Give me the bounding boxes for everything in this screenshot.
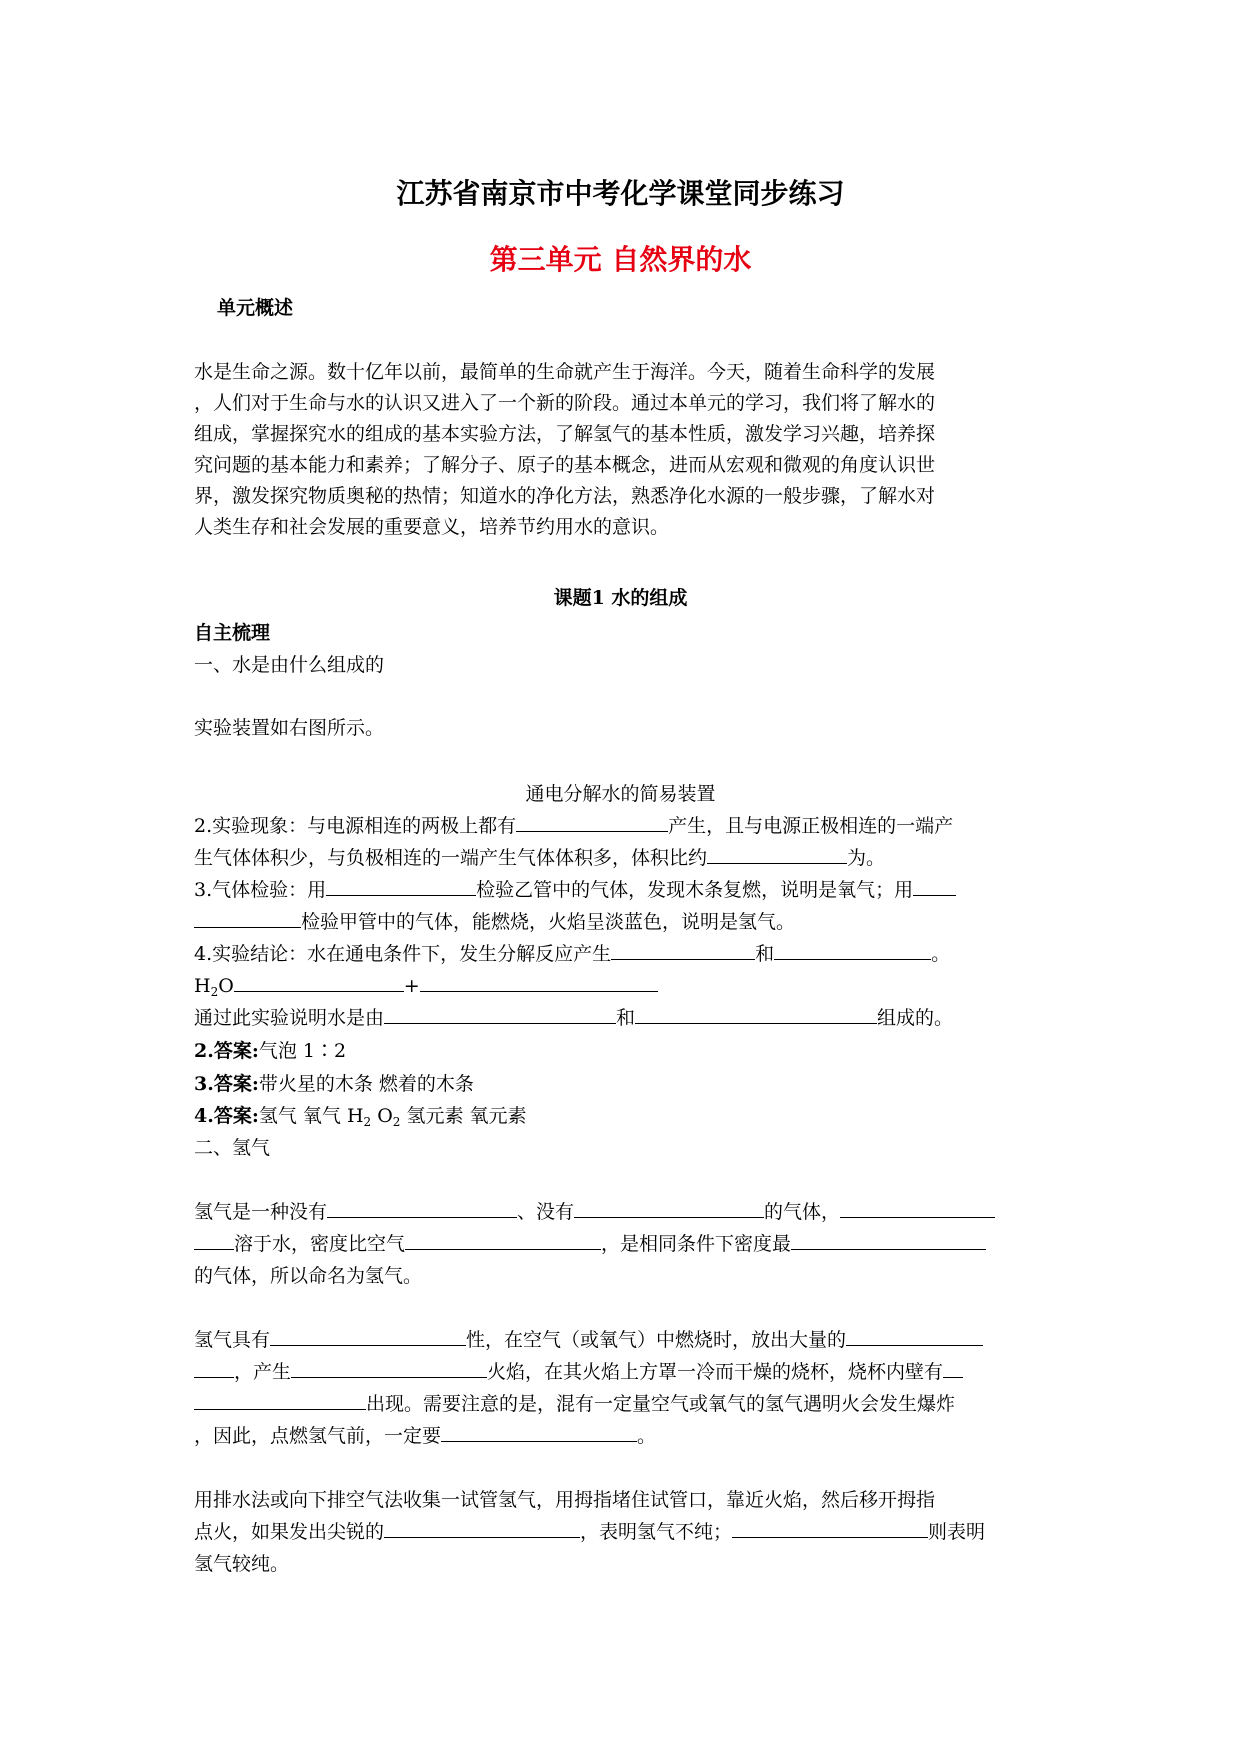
question-text: 检验乙管中的气体，发现木条复燃，说明是氧气；用: [476, 879, 914, 901]
formula-subscript: 2: [392, 1115, 401, 1129]
answer-blank[interactable]: [732, 1517, 928, 1538]
question-text: 则表明: [928, 1521, 986, 1543]
answer-4: [194, 1101, 527, 1137]
question-text: 。: [931, 943, 951, 965]
overview-heading: 单元概述: [217, 297, 294, 319]
answer-blank[interactable]: [270, 1325, 466, 1346]
answer-blank[interactable]: [291, 1357, 487, 1378]
answer-text: 氢气 氧气 H: [258, 1105, 364, 1127]
answer-blank[interactable]: [840, 1197, 995, 1218]
answer-text: 氢元素 氧元素: [400, 1105, 527, 1127]
question-3-line-2: [194, 907, 795, 937]
answer-blank[interactable]: [913, 875, 956, 896]
hydrogen-para-3-line-1: 用排水法或向下排空气法收集一试管氢气，用拇指堵住试管口，靠近火焰，然后移开拇指: [194, 1489, 936, 1511]
question-text: 3.气体检验：用: [194, 879, 327, 901]
section-heading: 二、氢气: [194, 1137, 271, 1159]
question-text: ，产生: [234, 1361, 292, 1383]
answer-blank[interactable]: [405, 1229, 601, 1250]
question-text: 和: [616, 1007, 636, 1029]
answer-blank[interactable]: [194, 1229, 234, 1250]
overview-line: 究问题的基本能力和素养；了解分子、原子的基本概念，进而从宏观和微观的角度认识世: [194, 454, 936, 476]
question-text: 生气体体积少，与负极相连的一端产生气体体积多，体积比约: [194, 847, 708, 869]
answer-label: 2.答案:: [194, 1040, 259, 1062]
hydrogen-para-3-line-2: [194, 1517, 985, 1547]
equation-line: [194, 971, 658, 1007]
answer-blank[interactable]: [516, 811, 668, 832]
question-text: 溶于水，密度比空气: [234, 1233, 406, 1255]
unit-title: 第三单元 自然界的水: [489, 243, 752, 276]
hydrogen-para-2-line-3: [194, 1389, 955, 1419]
overview-line: 水是生命之源。数十亿年以前，最简单的生命就产生于海洋。今天，随着生命科学的发展: [194, 361, 936, 383]
hydrogen-para-2-line-2: [194, 1357, 963, 1387]
hydrogen-para-1-line-1: [194, 1197, 995, 1227]
answer-blank[interactable]: [611, 939, 755, 960]
question-text: 的气体，: [764, 1201, 841, 1223]
question-text: 4.实验结论：水在通电条件下，发生分解反应产生: [194, 943, 612, 965]
answer-blank[interactable]: [791, 1229, 986, 1250]
answer-blank[interactable]: [194, 1389, 366, 1410]
question-text: 火焰，在其火焰上方罩一冷而干燥的烧杯，烧杯内壁有: [487, 1361, 944, 1383]
question-text: 和: [755, 943, 775, 965]
question-4-line-1: [194, 939, 950, 969]
self-study-heading: 自主梳理: [194, 622, 271, 644]
question-text: 氢气是一种没有: [194, 1201, 328, 1223]
question-text: 产生，且与电源正极相连的一端产: [668, 815, 954, 837]
answer-text: 气泡 1∶2: [258, 1040, 347, 1062]
answer-blank[interactable]: [943, 1357, 963, 1378]
answer-blank[interactable]: [574, 1197, 764, 1218]
overview-line: ，人们对于生命与水的认识又进入了一个新的阶段。通过本单元的学习，我们将了解水的: [194, 392, 936, 414]
answer-blank[interactable]: [420, 971, 658, 992]
question-text: 出现。需要注意的是，混有一定量空气或氧气的氢气遇明火会发生爆炸: [366, 1393, 956, 1415]
answer-blank[interactable]: [635, 1003, 877, 1024]
formula-h: H: [194, 975, 211, 997]
figure-caption: 通电分解水的简易装置: [525, 783, 716, 805]
hydrogen-para-1-line-3: 的气体，所以命名为氢气。: [194, 1265, 423, 1287]
question-text: ，表明氢气不纯；: [580, 1521, 733, 1543]
question-text: 、没有: [517, 1201, 575, 1223]
overview-line: 组成，掌握探究水的组成的基本实验方法，了解氢气的基本性质，激发学习兴趣，培养探: [194, 423, 936, 445]
question-text: 。: [637, 1425, 657, 1447]
answer-3: [194, 1069, 474, 1099]
answer-blank[interactable]: [327, 1197, 517, 1218]
answer-blank[interactable]: [846, 1325, 983, 1346]
plus-sign: +: [403, 975, 420, 997]
overview-line: 人类生存和社会发展的重要意义，培养节约用水的意识。: [194, 516, 670, 538]
question-text: 2.实验现象：与电源相连的两极上都有: [194, 815, 517, 837]
hydrogen-para-2-line-1: [194, 1325, 983, 1355]
question-text: 氢气具有: [194, 1329, 271, 1351]
answer-blank[interactable]: [326, 875, 476, 896]
question-2-line-1: [194, 811, 953, 841]
question-text: 通过此实验说明水是由: [194, 1007, 385, 1029]
answer-blank[interactable]: [194, 1357, 234, 1378]
question-text: ，因此，点燃氢气前，一定要: [194, 1425, 442, 1447]
section-heading: 一、水是由什么组成的: [194, 654, 385, 676]
question-text: 点火，如果发出尖锐的: [194, 1521, 385, 1543]
page-title: 江苏省南京市中考化学课堂同步练习: [396, 177, 845, 210]
question-text: 检验甲管中的气体，能燃烧，火焰呈淡蓝色，说明是氢气。: [301, 911, 796, 933]
answer-blank[interactable]: [707, 843, 847, 864]
answer-blank[interactable]: [194, 907, 301, 928]
answer-label: 4.答案:: [194, 1105, 259, 1127]
answer-blank[interactable]: [234, 971, 404, 992]
answer-2: [194, 1036, 346, 1066]
question-text: 性，在空气（或氧气）中燃烧时，放出大量的: [466, 1329, 847, 1351]
formula-subscript: 2: [210, 985, 219, 999]
question-2-line-2: [194, 843, 885, 873]
answer-blank[interactable]: [384, 1517, 580, 1538]
formula-subscript: 2: [363, 1115, 372, 1129]
question-3-line-1: [194, 875, 956, 905]
answer-blank[interactable]: [774, 939, 931, 960]
answer-blank[interactable]: [441, 1421, 637, 1442]
conclusion-line: [194, 1003, 953, 1033]
answer-text: 带火星的木条 燃着的木条: [258, 1073, 474, 1095]
formula-o: O: [218, 975, 234, 997]
lesson-title: 课题1 水的组成: [553, 587, 688, 609]
answer-label: 3.答案:: [194, 1073, 259, 1095]
hydrogen-para-3-line-3: 氢气较纯。: [194, 1553, 290, 1575]
question-text: 组成的。: [877, 1007, 954, 1029]
overview-line: 界，激发探究物质奥秘的热情；知道水的净化方法，熟悉净化水源的一般步骤，了解水对: [194, 485, 936, 507]
answer-blank[interactable]: [384, 1003, 616, 1024]
question-text: ，是相同条件下密度最: [601, 1233, 792, 1255]
question-text: 为。: [847, 847, 886, 869]
setup-text: 实验装置如右图所示。: [194, 717, 385, 739]
hydrogen-para-1-line-2: [194, 1229, 986, 1259]
answer-text: O: [371, 1105, 393, 1127]
hydrogen-para-2-line-4: [194, 1421, 656, 1451]
